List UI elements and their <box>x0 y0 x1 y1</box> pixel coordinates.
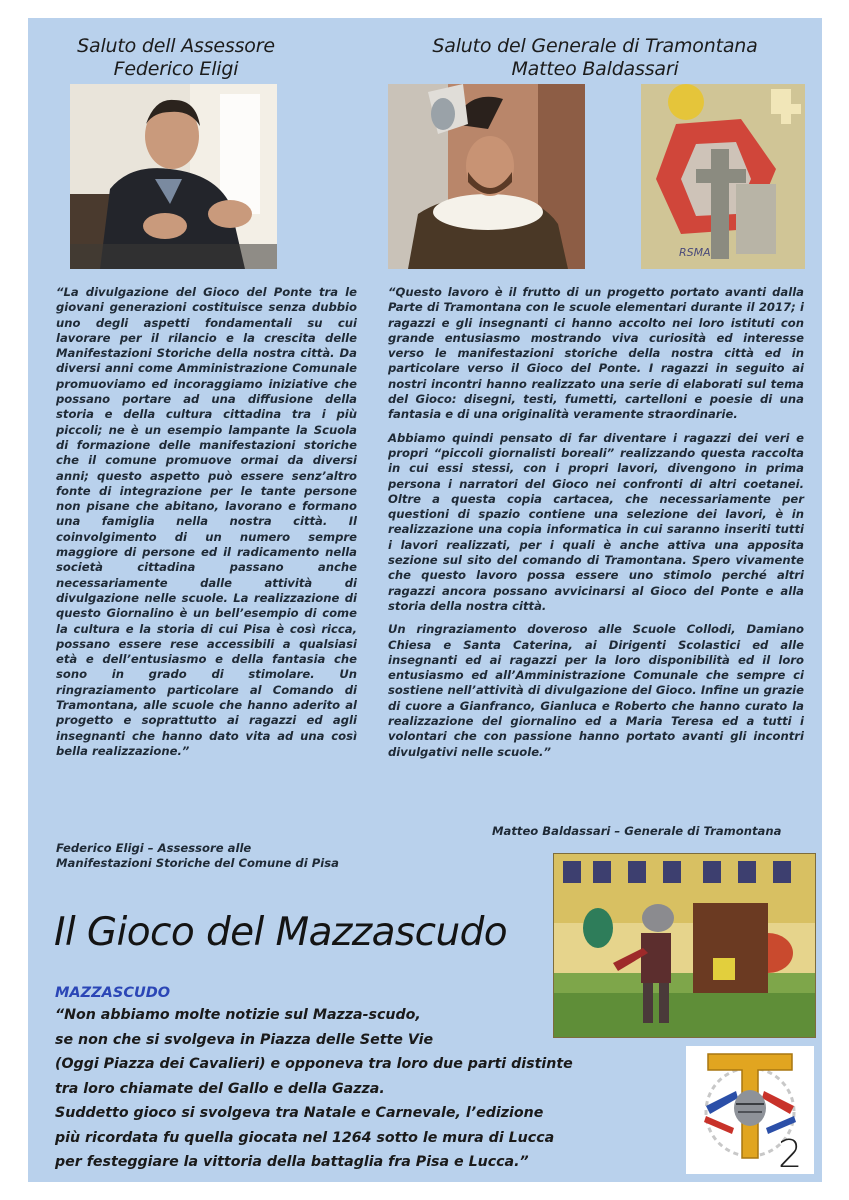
drawing-caption: RSMA <box>679 246 711 259</box>
assessore-message-text: “La divulgazione del Gioco del Ponte tra le giovani generazioni costituisce senza dubbio uno degli aspetti fondamentali su cui lavorare per il rilancio e la crescita delle Manifestazioni Storiche della nostra città. Da diversi anni come Amministrazione Comunale promuoviamo ed incoraggiamo iniziative che possano portare ad una diffusione della storia e della cultura cittadina tra i più piccoli; ne è un esempio lampante la Scuola di formazione delle manifestazioni storiche che il comune promuove ormai da diversi anni; questo aspetto può essere senz’altro fonte di integrazione per le tante persone non pisane che abitano, lavorano e formano una famiglia nella nostra città. Il coinvolgimento di un numero sempre maggiore di persone ed il radicamento nella società cittadina passano anche necessariamente dalle attività di divulgazione nelle scuole. La realizzazione di questo Giornalino è un bell’esempio di come la cultura e la storia di cui Pisa è così ricca, possano essere rese accessibili a qualsiasi età e dell’entusiasmo e della fantasia che sono in grado di stimolare. Un ringraziamento particolare al Comando di Tramontana, alle scuole che hanno aderito al progetto e soprattutto ai ragazzi ed agli insegnanti che hanno dato vita ad una così bella realizzazione.” <box>56 285 357 758</box>
mazzascudo-line: se non che si svolgeva in Piazza delle Sette Vie <box>55 1031 434 1048</box>
assessore-message <box>56 285 357 767</box>
assessore-signature-line2: Manifestazioni Storiche del Comune di Pisa <box>56 856 339 870</box>
generale-message-p2: Abbiamo quindi pensato di far diventare i ragazzi dei veri e propri “piccoli giornalisti boreali” realizzando questa raccolta in cui essi stessi, con i propri lavori, divengono in prima persona i narratori del Gioco nei confronti di altri coetanei. Oltre a questa copia cartacea, che necessariamente per questioni di spazio contiene una selezione dei lavori, è in realizzazione una copia informatica in cui saranno inseriti tutti i lavori realizzati, per i quali è anche attiva una apposita sezione sul sito del comando di Tramontana. Spero vivamente che questo lavoro possa essere uno stimolo perché altri ragazzi ancora possano avvicinarsi al Gioco del Ponte e alla storia della nostra città. <box>388 430 804 613</box>
assessore-heading-line2: Federico Eligi <box>113 58 239 80</box>
assessore-signature-line1: Federico Eligi – Assessore alle <box>56 841 252 855</box>
mazzascudo-line: “Non abbiamo molte notizie sul Mazza-scudo, <box>55 1007 421 1023</box>
assessore-signature <box>56 841 376 871</box>
assessore-heading-line1: Saluto dell Assessore <box>77 35 275 57</box>
generale-message-p1: “Questo lavoro è il frutto di un progetto portato avanti dalla Parte di Tramontana con le scuole elementari durante il 2017; i ragazzi e gli insegnanti ci hanno accolto nei loro istituti con grande entusiasmo mostrando viva curiosità ed interesse verso le manifestazioni storiche della nostra città ed in particolare verso il Gioco del Ponte. I ragazzi in seguito ai nostri incontri hanno realizzato una serie di elaborati sul tema del Gioco: disegni, testi, fumetti, cartelloni e poesie di una fantasia e di una originalità veramente straordinarie. <box>388 285 804 422</box>
mazzascudo-label: MAZZASCUDO <box>55 985 171 1001</box>
generale-message <box>388 285 804 768</box>
mazzascudo-line: Suddetto gioco si svolgeva tra Natale e Carnevale, l’edizione <box>55 1105 544 1121</box>
mazzascudo-line: (Oggi Piazza dei Cavalieri) e opponeva tra loro due parti distinte <box>55 1056 573 1072</box>
section-title: Il Gioco del Mazzascudo <box>54 910 508 955</box>
generale-heading-line2: Matteo Baldassari <box>511 58 679 80</box>
generale-signature: Matteo Baldassari – Generale di Tramontana <box>492 824 782 838</box>
mazzascudo-line: per festeggiare la vittoria della battaglia fra Pisa e Lucca.” <box>55 1154 529 1170</box>
page-number: 2 <box>778 1132 803 1176</box>
child-drawing-cross <box>641 84 805 269</box>
mazzascudo-line: più ricordata fu quella giocata nel 1264 sotto le mura di Lucca <box>55 1129 555 1146</box>
mazzascudo-line: tra loro chiamate del Gallo e della Gazza. <box>55 1080 385 1097</box>
generale-message-p3: Un ringraziamento doveroso alle Scuole Collodi, Damiano Chiesa e Santa Caterina, ai Dirigenti Scolastici ed alle insegnanti ed ai ragazzi per la loro disponibilità ed il loro entusiasmo ed all’Amministrazione Comunale che sempre ci sostiene nell’attività di divulgazione del Gioco. Infine un grazie di cuore a Gianfranco, Gianluca e Roberto che hanno curato la realizzazione del giornalino ed a Maria Teresa ed a tutti i volontari che con passione hanno portato avanti gli incontri divulgativi nelle scuole.” <box>388 622 804 759</box>
assessore-heading <box>56 35 296 81</box>
generale-heading <box>400 35 790 81</box>
assessore-photo <box>70 84 277 269</box>
generale-photo <box>388 84 585 269</box>
mazzascudo-text <box>55 1003 595 1175</box>
generale-heading-line1: Saluto del Generale di Tramontana <box>432 35 758 57</box>
